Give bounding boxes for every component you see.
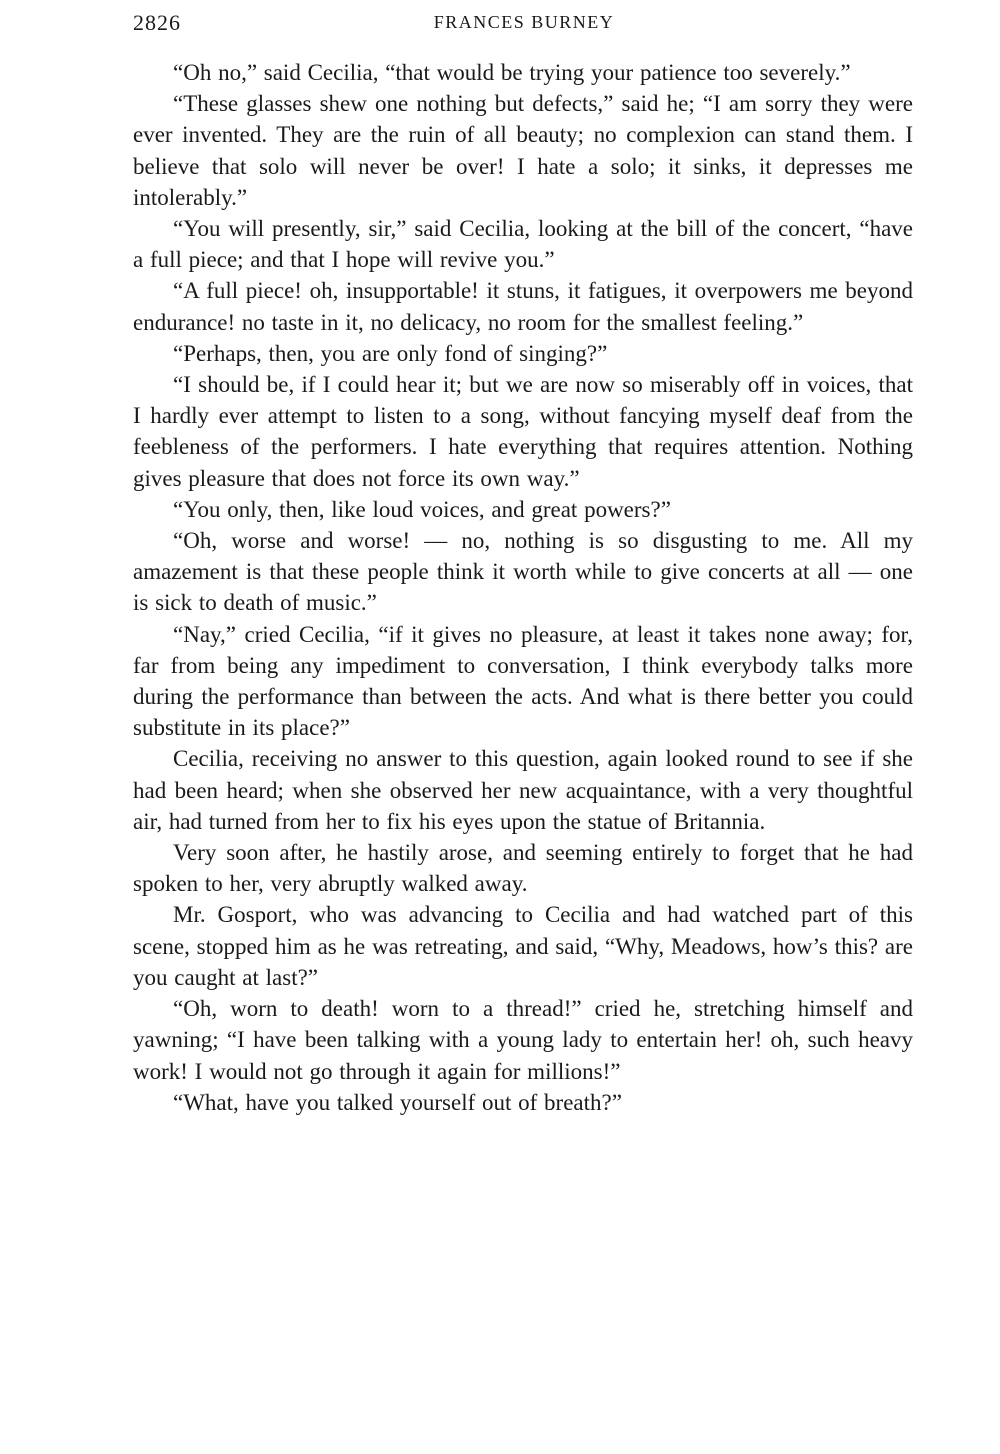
paragraph: Mr. Gosport, who was advancing to Cecilia and had watched part of this scene, stopped him as he was retreating, and said, “Why, Meadows, how’s this? are you caught at last?” [133,902,913,990]
paragraph: “Nay,” cried Cecilia, “if it gives no pleasure, at least it takes none away; for, far from being any impediment to conversation, I think everybody talks more during the performance than between the acts. And what is there better you could substitute in its place?” [133,621,913,741]
paragraph: Cecilia, receiving no answer to this question, again looked round to see if she had been heard; when she observed her new acquaintance, with a very thoughtful air, had turned from her to fix his eyes upon the statue of Britannia. [133,746,913,834]
paragraph: “A full piece! oh, insupportable! it stuns, it fatigues, it overpowers me beyond endurance! no taste in it, no delicacy, no room for the smallest feeling.” [133,278,913,335]
paragraph: “These glasses shew one nothing but defects,” said he; “I am sorry they were ever invented. They are the ruin of all beauty; no complexion can stand them. I believe that solo will never be over! I hate a solo; it sinks, it depresses me intolerably.” [133,91,913,210]
paragraph: “You will presently, sir,” said Cecilia, looking at the bill of the concert, “have a full piece; and that I hope will revive you.” [133,216,913,273]
page-number: 2826 [133,10,181,35]
paragraph: “Oh, worn to death! worn to a thread!” cried he, stretching himself and yawning; “I have been talking with a young lady to entertain her! oh, such heavy work! I would not go through it again for millions!” [133,996,913,1084]
paragraph: “Perhaps, then, you are only fond of singing?” [173,340,608,366]
running-title: FRANCES BURNEY [433,12,615,32]
paragraph: “Oh, worse and worse! — no, nothing is so disgusting to me. All my amazement is that these people think it worth while to give concerts at all — one is sick to death of music.” [133,528,913,616]
paragraph: “Oh no,” said Cecilia, “that would be trying your patience too severely.” [173,60,851,85]
paragraph: Very soon after, he hastily arose, and seeming entirely to forget that he had spoken to her, very abruptly walked away. [133,840,913,897]
paragraph: “You only, then, like loud voices, and great powers?” [173,496,671,522]
paragraph: “I should be, if I could hear it; but we are now so miserably off in voices, that I hardly ever attempt to listen to a song, without fancying myself deaf from the feebleness of the performers. I hate everything that requires attention. Nothing gives pleasure that does not force its own way.” [133,372,913,491]
body-text [133,57,913,1118]
page-header [133,10,913,36]
paragraph: “What, have you talked yourself out of breath?” [173,1089,622,1115]
